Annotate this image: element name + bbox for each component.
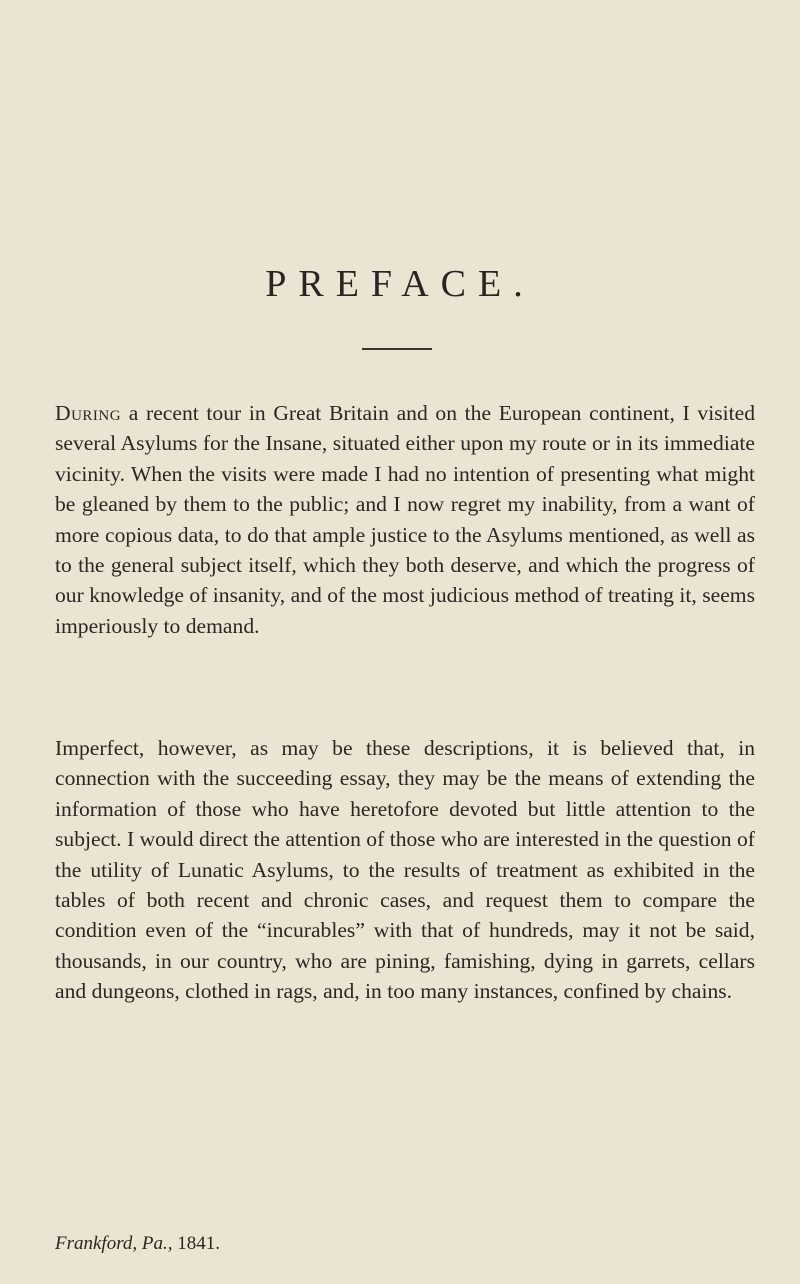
year: 1841. [177,1233,221,1254]
paragraph-lead-word: During [55,401,122,425]
paragraph-1-text: a recent tour in Great Britain and on the European continent, I visited several Asylums for the Insane, situated either upon my route or in its immediate vicinity. When the visits were made I had no intention of presenting what might be gleaned by them to the public; and I now regret my inability, from a want of more copious data, to do that ample justice to the Asylums mentioned, as well as to the general subject itself, which they both deserve, and which the progress of our knowledge of insanity, and of the most judicious method of treating it, seems imperiously to demand. [55,401,755,638]
page-title: PREFACE. [265,263,535,305]
preface-paragraph-2: Imperfect, however, as may be these descriptions, it is believed that, in connection with the succeeding essay, they may be the means of extending the information of those who have heretofore devoted but little attention to the subject. I would direct the attention of those who are interested in the question of the utility of Lunatic Asylums, to the results of treatment as exhibited in the tables of both recent and chronic cases, and request them to compare the condition even of the “incurables” with that of hundreds, may it not be said, thousands, in our country, who are pining, famishing, dying in garrets, cellars and dungeons, clothed in rags, and, in too many instances, confined by chains. [55,736,755,1004]
title-divider [362,348,432,350]
place-name: Frankford, Pa., [55,1233,173,1254]
place-date-signature [55,1233,220,1255]
preface-paragraph-1 [55,398,755,641]
